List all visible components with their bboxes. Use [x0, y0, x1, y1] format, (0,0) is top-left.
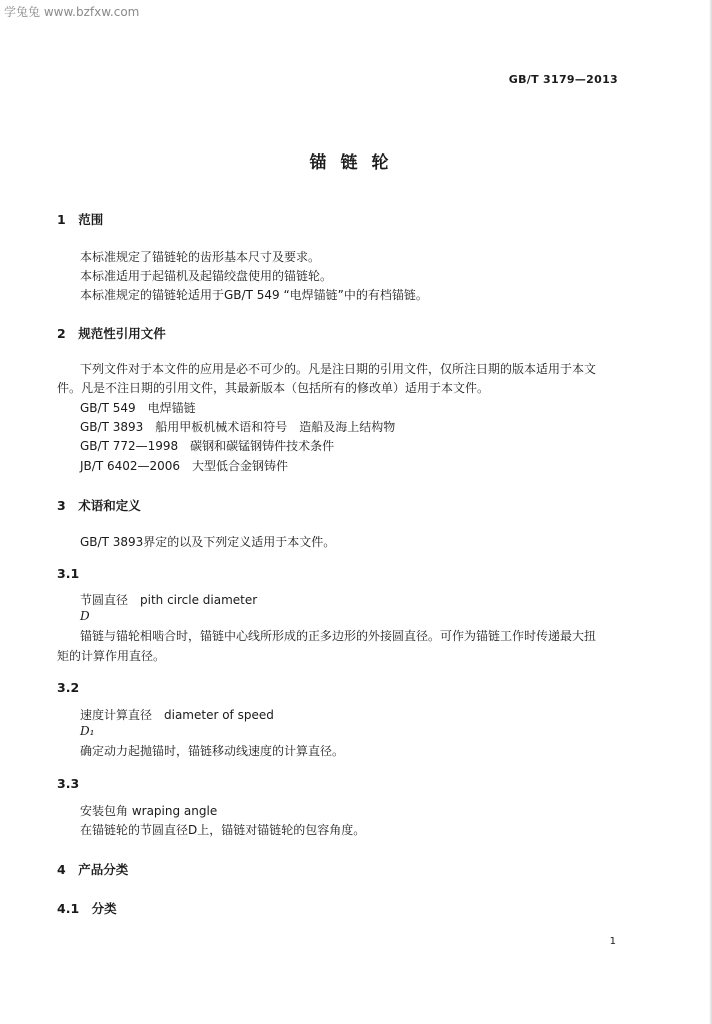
section-3-heading: 3 术语和定义	[57, 498, 141, 513]
section-1-paragraph-2: 本标准适用于起锚机及起锚绞盘使用的锚链轮。	[80, 269, 333, 283]
term-3-2-definition: 确定动力起抛锚时，锚链移动线速度的计算直径。	[80, 744, 345, 758]
section-3-intro: GB/T 3893界定的以及下列定义适用于本文件。	[80, 535, 336, 549]
term-3-1-number: 3.1	[57, 566, 80, 581]
section-1-paragraph-1: 本标准规定了锚链轮的齿形基本尺寸及要求。	[80, 250, 321, 264]
page-number: 1	[609, 936, 616, 947]
watermark-text: 学兔兔 www.bzfxw.com	[4, 5, 140, 19]
term-3-3-definition: 在锚链轮的节圆直径D上，锚链对锚链轮的包容角度。	[80, 823, 366, 837]
term-3-3-number: 3.3	[57, 776, 80, 791]
term-3-1-symbol: D	[80, 609, 90, 623]
term-3-1-name: 节圆直径 pith circle diameter	[80, 593, 258, 607]
term-3-2-symbol: D₁	[80, 724, 95, 738]
section-4-heading: 4 产品分类	[57, 862, 129, 877]
standard-number: GB/T 3179—2013	[508, 73, 618, 86]
section-4-1-heading: 4.1 分类	[57, 901, 117, 916]
term-3-3-name: 安装包角 wraping angle	[80, 804, 218, 818]
section-1-paragraph-3: 本标准规定的锚链轮适用于GB/T 549 “电焊锚链”中的有档锚链。	[80, 288, 428, 302]
term-3-1-definition-line-2: 矩的计算作用直径。	[57, 649, 166, 663]
reference-item: GB/T 3893 船用甲板机械术语和符号 造船及海上结构物	[80, 420, 396, 434]
section-1-heading: 1 范围	[57, 212, 104, 227]
term-3-1-definition-line-1: 锚链与锚轮相啮合时，锚链中心线所形成的正多边形的外接圆直径。可作为锚链工作时传递最大扭	[80, 629, 597, 643]
section-2-intro-line-2: 件。凡是不注日期的引用文件，其最新版本（包括所有的修改单）适用于本文件。	[57, 381, 490, 395]
reference-item: GB/T 772—1998 碳钢和碳锰钢铸件技术条件	[80, 439, 335, 453]
term-3-2-name: 速度计算直径 diameter of speed	[80, 708, 274, 722]
reference-item: GB/T 549 电焊锚链	[80, 401, 196, 415]
reference-item: JB/T 6402—2006 大型低合金钢铸件	[80, 459, 289, 473]
section-2-heading: 2 规范性引用文件	[57, 326, 166, 341]
page-title: 锚链轮	[309, 153, 403, 173]
term-3-2-number: 3.2	[57, 680, 80, 695]
section-2-intro-line-1: 下列文件对于本文件的应用是必不可少的。凡是注日期的引用文件，仅所注日期的版本适用于本文	[80, 362, 597, 376]
